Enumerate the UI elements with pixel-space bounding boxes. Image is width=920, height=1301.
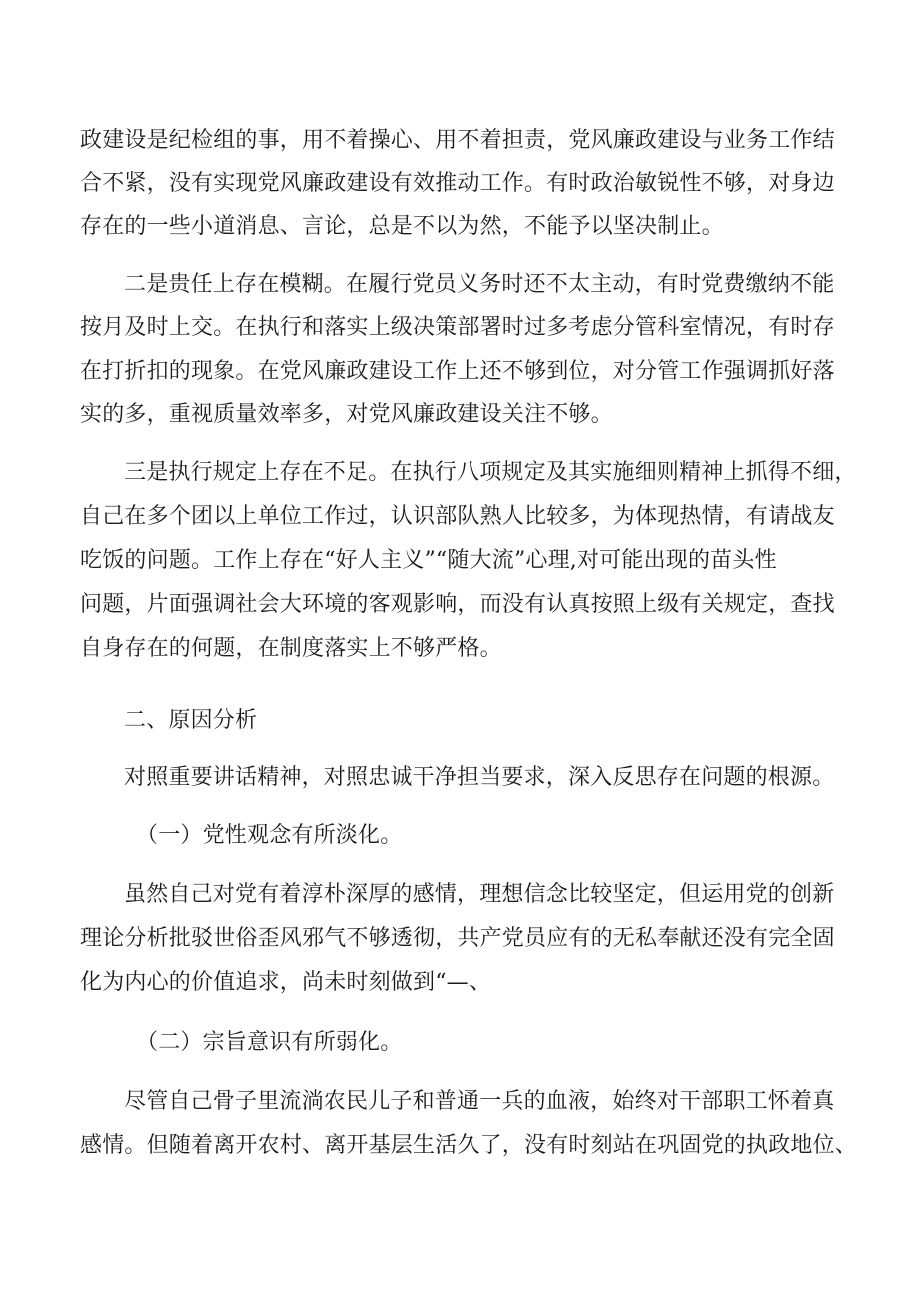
subheading-1: （一）党性观念有所淡化。 <box>136 823 403 848</box>
paragraph-5-line-3: 化为内心的价值追求，尚未时刻做到“—、 <box>80 970 492 995</box>
paragraph-4-line-1: 对照重要讲话精神，对照忠诚干净担当要求，深入反思存在问题的根源。 <box>124 765 835 790</box>
section-heading: 二、原因分析 <box>124 708 258 733</box>
paragraph-2-line-3: 在打折扣的现象。在党风廉政建设工作上还不够到位，对分管工作强调抓好落 <box>80 359 835 384</box>
paragraph-6-line-2: 感情。但随着离开农村、离开基层生活久了，没有时刻站在巩固党的执政地位、 <box>80 1133 858 1158</box>
paragraph-3-line-2: 自己在多个团以上单位工作过，认识部队熟人比较多，为体现热情，有请战友 <box>80 504 835 529</box>
paragraph-3-line-3: 吃饭的问题。工作上存在“好人主义”“随大流”心理,对可能出现的苗头性 <box>80 548 777 573</box>
subheading-2: （二）宗旨意识有所弱化。 <box>136 1030 403 1055</box>
paragraph-3-line-4: 问题，片面强调社会大环境的客观影响，而没有认真按照上级有关规定，查找 <box>80 592 835 617</box>
paragraph-3-line-5: 自身存在的何题，在制度落实上不够严格。 <box>80 636 502 661</box>
paragraph-5-line-2: 理论分析批驳世俗歪风邪气不够透彻，共产党员应有的无私奉献还没有完全固 <box>80 926 835 951</box>
paragraph-5-line-1: 虽然自己对党有着淳朴深厚的感情，理想信念比较坚定，但运用党的创新 <box>124 882 835 907</box>
paragraph-2-line-2: 按月及时上交。在执行和落实上级决策部署时过多考虑分管科室情况，有时存 <box>80 315 835 340</box>
paragraph-3-line-1: 三是执行规定上存在不足。在执行八项规定及其实施细则精神上抓得不细， <box>124 460 857 485</box>
paragraph-6-line-1: 尽管自己骨子里流淌农民儿子和普通一兵的血液，始终对干部职工怀着真 <box>124 1089 835 1114</box>
paragraph-2-line-4: 实的多，重视质量效率多，对党风廉政建设关注不够。 <box>80 402 613 427</box>
paragraph-1-line-3: 存在的一些小道消息、言论，总是不以为然，不能予以坚决制止。 <box>80 214 724 239</box>
paragraph-1-line-1: 政建设是纪检组的事，用不着操心、用不着担责，党风廉政建设与业务工作结 <box>80 128 835 153</box>
paragraph-1-line-2: 合不紧，没有实现党风廉政建设有效推动工作。有时政治敏锐性不够，对身边 <box>80 171 835 196</box>
paragraph-2-line-1: 二是贵任上存在模糊。在履行党员义务时还不太主动，有时党费缴纳不能 <box>124 272 835 297</box>
